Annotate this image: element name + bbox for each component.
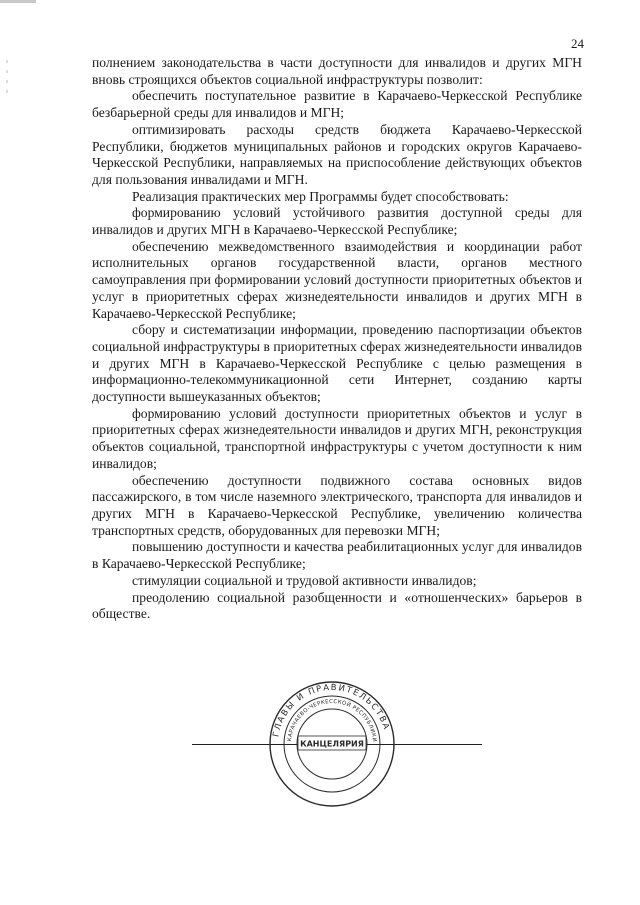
paragraph: стимуляции социальной и трудовой активности инвалидов; — [132, 572, 477, 588]
stamp-center-label: КАНЦЕЛЯРИЯ — [300, 739, 364, 749]
paragraph: повышению доступности и качества реабилитационных услуг для инвалидов в Карачаево-Черкесской Республике; — [92, 539, 582, 572]
paragraph: формированию условий устойчивого развития доступной среды для инвалидов и других МГН в Карачаево-Черкесской Республике; — [92, 205, 582, 238]
paragraph: сбору и систематизации информации, проведению паспортизации объектов социальной инфраструктуры в приоритетных сферах жизнедеятельности инвалидов и других МГН в Карачаево-Черкесской Республике с целью размещения в информационно-телекоммуникационной сети Интернет, созданию карты доступности вышеуказанных объектов; — [92, 322, 582, 405]
page-number: 24 — [571, 36, 584, 51]
official-stamp — [268, 680, 396, 808]
document-body — [92, 55, 582, 623]
scan-corner-mark — [0, 0, 36, 3]
paragraph: оптимизировать расходы средств бюджета Карачаево-Черкесской Республики, бюджетов муниципальных районов и городских округов Карачаево-Черкесской Республики, направляемых на приспособление действующих объектов для пользования инвалидами и МГН. — [92, 121, 582, 187]
stamp-outer-text: ГЛАВЫ И ПРАВИТЕЛЬСТВА — [270, 681, 393, 738]
paragraph: Реализация практических мер Программы будет способствовать: — [132, 188, 509, 204]
margin-tick-marks — [6, 60, 8, 100]
paragraph: обеспечить поступательное развитие в Карачаево-Черкесской Республике безбарьерной среды для инвалидов и МГН; — [92, 88, 582, 121]
paragraph: обеспечению межведомственного взаимодействия и координации работ исполнительных органов государственной власти, органов местного самоуправления при формировании условий доступности приоритетных объектов и услуг в приоритетных сферах жизнедеятельности инвалидов и других МГН в Карачаево-Черкесской Республике; — [92, 238, 582, 321]
stamp-middle-text: КАРАЧАЕВО-ЧЕРКЕССКОЙ РЕСПУБЛИКИ — [287, 698, 377, 743]
paragraph: обеспечению доступности подвижного состава основных видов пассажирского, в том числе наземного электрического, транспорта для инвалидов и других МГН в Карачаево-Черкесской Республике, увеличению количества транспортных средств, оборудованных для перевозки МГН; — [92, 472, 582, 538]
paragraph: формированию условий доступности приоритетных объектов и услуг в приоритетных сферах жизнедеятельности инвалидов и других МГН, реконструкция объектов социальной, транспортной инфраструктуры с учетом доступности к ним инвалидов; — [92, 405, 582, 471]
paragraph: полнением законодательства в части доступности для инвалидов и других МГН вновь строящихся объектов социальной инфраструктуры позволит: — [92, 55, 582, 87]
paragraph: преодолению социальной разобщенности и «отношенческих» барьеров в обществе. — [92, 589, 582, 622]
